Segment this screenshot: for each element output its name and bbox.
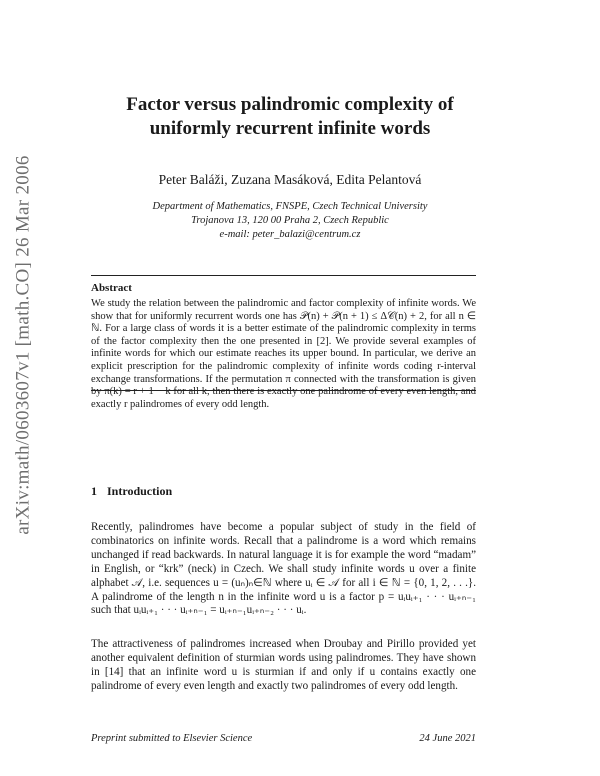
author-list: Peter Baláži, Zuzana Masáková, Edita Pelantová xyxy=(158,172,422,187)
page-footer xyxy=(91,733,476,744)
arxiv-stamp xyxy=(7,110,41,580)
abstract-heading: Abstract xyxy=(91,282,132,294)
footer-preprint-note: Preprint submitted to Elsevier Science xyxy=(91,733,253,744)
footer-date: 24 June 2021 xyxy=(419,733,476,744)
section-title: Introduction xyxy=(107,484,173,498)
affiliation-department: Department of Mathematics, FNSPE, Czech Technical University xyxy=(152,201,428,212)
abstract-bottom-rule xyxy=(91,390,476,391)
arxiv-stamp-text: arXiv:math/0603607v1 [math.CO] 26 Mar 2006 xyxy=(13,155,35,535)
abstract-top-rule xyxy=(91,275,476,276)
section-heading xyxy=(91,484,172,499)
affiliation-address: Trojanova 13, 120 00 Praha 2, Czech Republic xyxy=(191,215,389,226)
paper-title: Factor versus palindromic complexity of uniformly recurrent infinite words xyxy=(126,94,454,139)
affiliation-email: e-mail: peter_balazi@centrum.cz xyxy=(219,229,361,240)
abstract-text: We study the relation between the palindromic and factor complexity of infinite words. We show that for uniformly recurrent words one has 𝒫(n) + 𝒫(n + 1) ≤ Δ𝒞(n) + 2, for all n ∈ ℕ. For a large class of words it is a better estimate of the palindromic complexity in terms of the factor complexity then the one presented in [2]. We provide several examples of infinite words for which our estimate reaches its upper bound. In particular, we derive an explicit prescription for the palindromic complexity of infinite words coding r-interval exchange transformations. If the permutation π connected with the transformation is given by π(k) = r + 1 − k for all k, then there is exactly one palindrome of every even length, and exactly r palindromes of every odd length. xyxy=(91,298,476,410)
affiliation-block xyxy=(90,200,490,242)
body-paragraph-1: Recently, palindromes have become a popular subject of study in the field of combinatorics on infinite words. Recall that a palindrome is a word which remains unchanged if read backwards. In natural language it is for example the word “madam” in English, or “krk” (neck) in Czech. We shall study infinite words u over a finite alphabet 𝒜, i.e. sequences u = (uₙ)ₙ∈ℕ where uᵢ ∈ 𝒜 for all i ∈ ℕ = {0, 1, 2, . . .}. A palindrome of the length n in the infinite word u is a factor p = uᵢuᵢ₊₁ · · · uᵢ₊ₙ₋₁ such that uᵢuᵢ₊₁ · · · uᵢ₊ₙ₋₁ = uᵢ₊ₙ₋₁uᵢ₊ₙ₋₂ · · · uᵢ. xyxy=(91,521,476,617)
section-number: 1 xyxy=(91,484,97,498)
body-paragraph-2: The attractiveness of palindromes increased when Droubay and Pirillo provided yet another equivalent definition of sturmian words using palindromes. They have shown in [14] that an infinite word u is sturmian if and only if u contains exactly one palindrome of every even length and exactly two palindromes of every odd length. xyxy=(91,638,476,692)
